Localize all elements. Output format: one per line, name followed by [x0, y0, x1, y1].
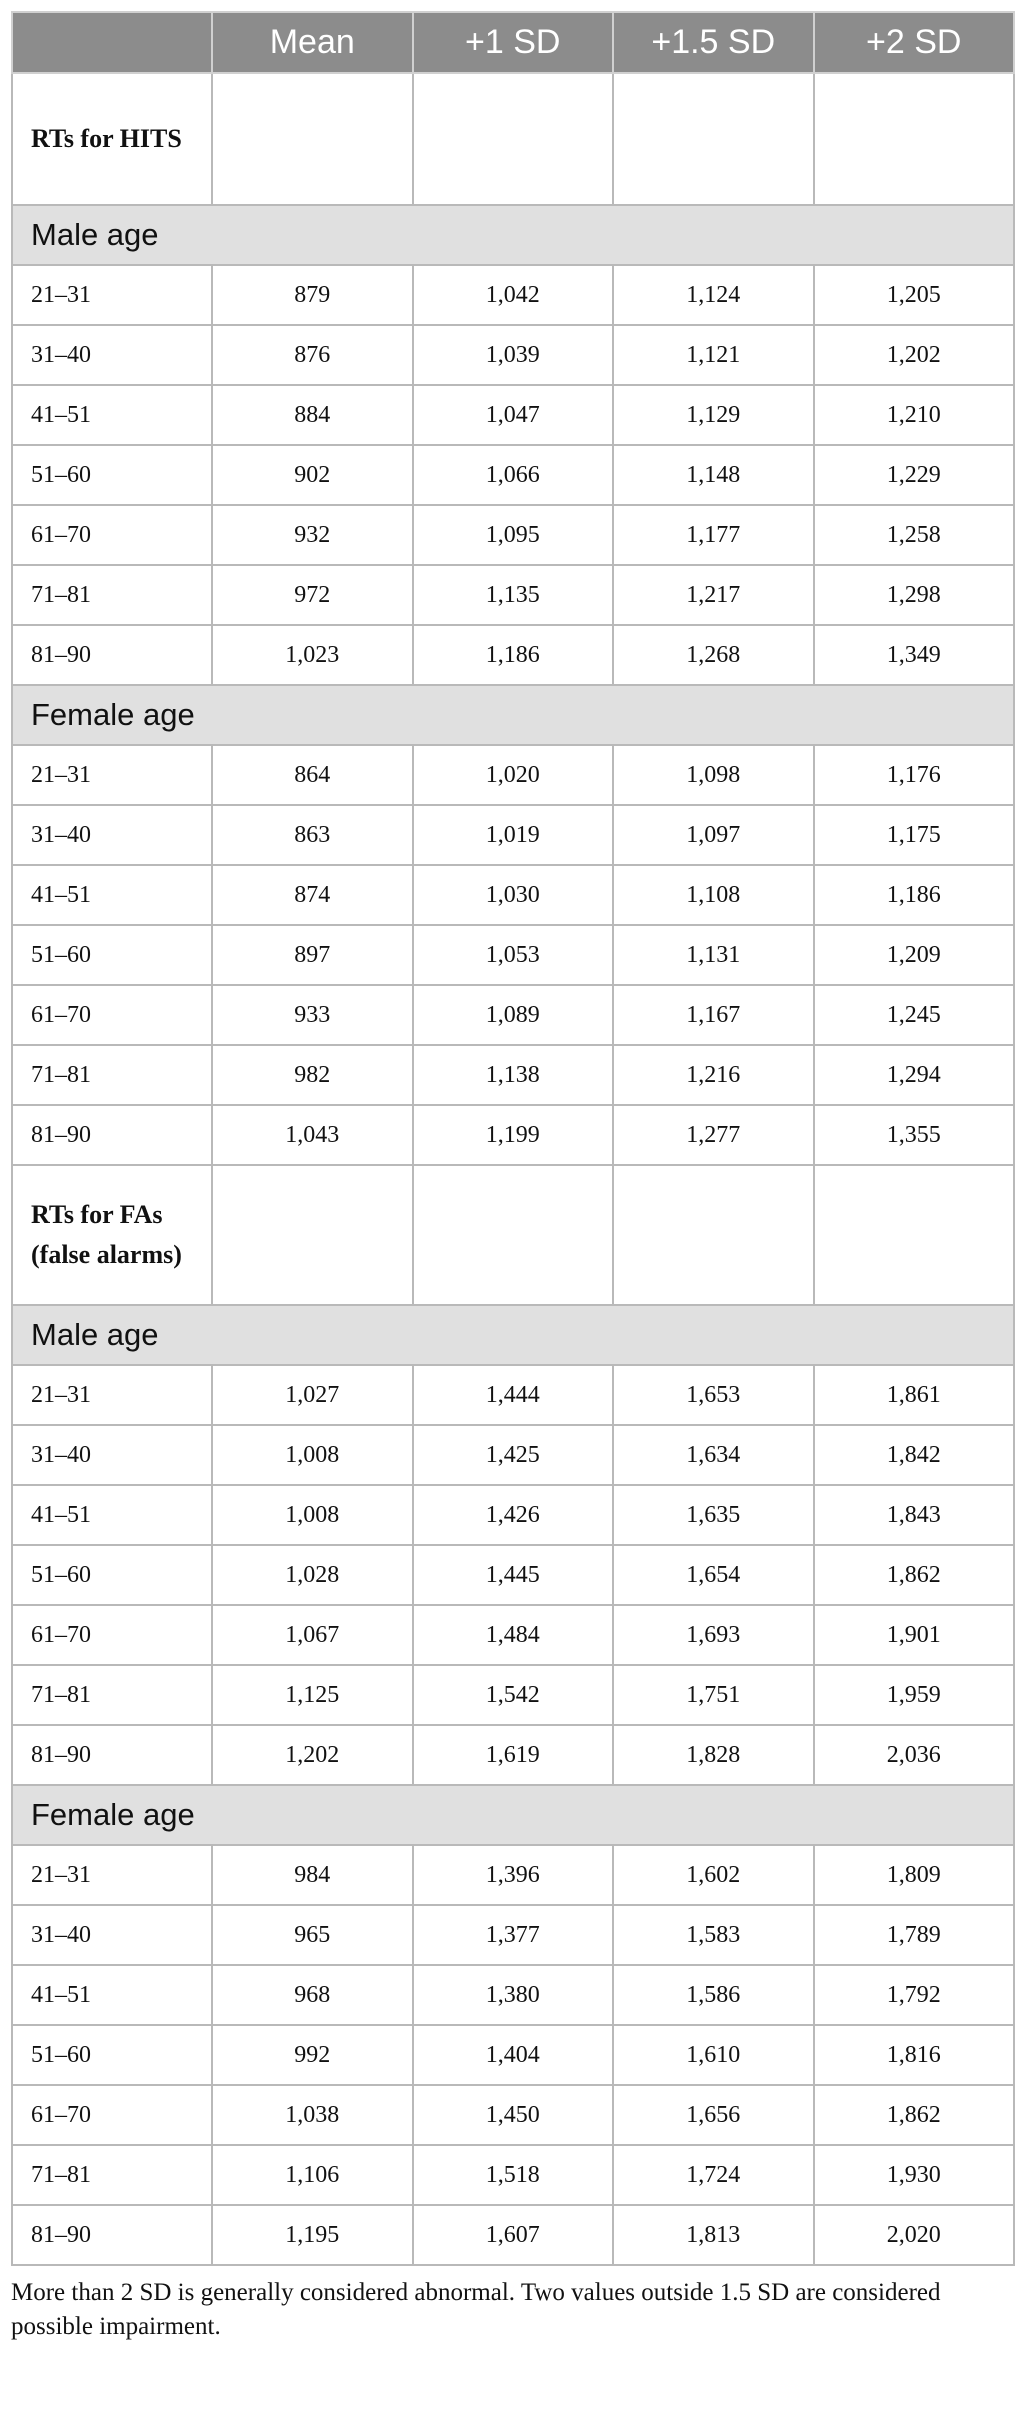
header-cell-mean: Mean — [212, 12, 413, 73]
value-cell: 1,095 — [413, 505, 614, 565]
value-cell: 1,038 — [212, 2085, 413, 2145]
value-cell: 1,426 — [413, 1485, 614, 1545]
section-row — [12, 1305, 1014, 1365]
age-range-cell: 31–40 — [12, 325, 212, 385]
value-cell: 1,619 — [413, 1725, 614, 1785]
section-label: Female age — [12, 1785, 1014, 1845]
age-range-cell: 61–70 — [12, 2085, 212, 2145]
table-header — [12, 12, 1014, 73]
value-cell: 1,518 — [413, 2145, 614, 2205]
age-range-cell: 51–60 — [12, 445, 212, 505]
value-cell: 984 — [212, 1845, 413, 1905]
value-cell: 1,067 — [212, 1605, 413, 1665]
table-row — [12, 1725, 1014, 1785]
value-cell: 1,177 — [613, 505, 814, 565]
age-range-cell: 21–31 — [12, 745, 212, 805]
value-cell: 1,404 — [413, 2025, 614, 2085]
empty-cell — [613, 73, 814, 205]
value-cell: 1,148 — [613, 445, 814, 505]
empty-cell — [814, 1165, 1015, 1305]
value-cell: 1,693 — [613, 1605, 814, 1665]
value-cell: 982 — [212, 1045, 413, 1105]
section-row — [12, 685, 1014, 745]
value-cell: 1,066 — [413, 445, 614, 505]
value-cell: 1,097 — [613, 805, 814, 865]
empty-cell — [814, 73, 1015, 205]
table-row — [12, 385, 1014, 445]
value-cell: 1,607 — [413, 2205, 614, 2265]
age-range-cell: 61–70 — [12, 985, 212, 1045]
table-row — [12, 985, 1014, 1045]
age-range-cell: 61–70 — [12, 1605, 212, 1665]
value-cell: 1,635 — [613, 1485, 814, 1545]
table-row — [12, 505, 1014, 565]
value-cell: 1,959 — [814, 1665, 1015, 1725]
value-cell: 2,036 — [814, 1725, 1015, 1785]
value-cell: 1,445 — [413, 1545, 614, 1605]
value-cell: 1,186 — [814, 865, 1015, 925]
data-table — [11, 11, 1015, 2266]
table-row — [12, 2025, 1014, 2085]
value-cell: 1,634 — [613, 1425, 814, 1485]
value-cell: 1,028 — [212, 1545, 413, 1605]
header-cell-1sd: +1 SD — [413, 12, 614, 73]
empty-cell — [413, 73, 614, 205]
value-cell: 1,380 — [413, 1965, 614, 2025]
table-footnote: More than 2 SD is generally considered abnormal. Two values outside 1.5 SD are considered possible impairment. — [11, 2279, 941, 2340]
value-cell: 863 — [212, 805, 413, 865]
age-range-cell: 21–31 — [12, 1845, 212, 1905]
age-range-cell: 21–31 — [12, 1365, 212, 1425]
value-cell: 1,098 — [613, 745, 814, 805]
value-cell: 1,542 — [413, 1665, 614, 1725]
header-cell-1-5sd: +1.5 SD — [613, 12, 814, 73]
section-label: Male age — [12, 1305, 1014, 1365]
value-cell: 1,020 — [413, 745, 614, 805]
value-cell: 1,425 — [413, 1425, 614, 1485]
header-cell-2sd: +2 SD — [814, 12, 1015, 73]
section-row — [12, 1785, 1014, 1845]
value-cell: 1,108 — [613, 865, 814, 925]
value-cell: 1,294 — [814, 1045, 1015, 1105]
value-cell: 1,205 — [814, 265, 1015, 325]
table-row — [12, 1965, 1014, 2025]
value-cell: 1,245 — [814, 985, 1015, 1045]
value-cell: 1,199 — [413, 1105, 614, 1165]
value-cell: 1,043 — [212, 1105, 413, 1165]
value-cell: 1,653 — [613, 1365, 814, 1425]
value-cell: 1,202 — [814, 325, 1015, 385]
table-row — [12, 2145, 1014, 2205]
header-row — [12, 12, 1014, 73]
value-cell: 1,210 — [814, 385, 1015, 445]
table-row — [12, 1105, 1014, 1165]
value-cell: 902 — [212, 445, 413, 505]
table-row — [12, 2085, 1014, 2145]
table-row — [12, 2205, 1014, 2265]
value-cell: 1,843 — [814, 1485, 1015, 1545]
value-cell: 1,901 — [814, 1605, 1015, 1665]
table-row — [12, 1365, 1014, 1425]
age-range-cell: 51–60 — [12, 1545, 212, 1605]
age-range-cell: 51–60 — [12, 2025, 212, 2085]
table-container — [11, 11, 1013, 2344]
value-cell: 1,586 — [613, 1965, 814, 2025]
age-range-cell: 81–90 — [12, 1725, 212, 1785]
age-range-cell: 61–70 — [12, 505, 212, 565]
value-cell: 1,610 — [613, 2025, 814, 2085]
value-cell: 1,861 — [814, 1365, 1015, 1425]
value-cell: 1,124 — [613, 265, 814, 325]
value-cell: 1,023 — [212, 625, 413, 685]
table-row — [12, 1605, 1014, 1665]
table-row — [12, 745, 1014, 805]
age-range-cell: 41–51 — [12, 865, 212, 925]
value-cell: 864 — [212, 745, 413, 805]
value-cell: 1,135 — [413, 565, 614, 625]
table-row — [12, 325, 1014, 385]
value-cell: 1,842 — [814, 1425, 1015, 1485]
table-row — [12, 565, 1014, 625]
age-range-cell: 31–40 — [12, 1425, 212, 1485]
age-range-cell: 71–81 — [12, 1045, 212, 1105]
age-range-cell: 41–51 — [12, 1485, 212, 1545]
value-cell: 1,039 — [413, 325, 614, 385]
header-cell-label — [12, 12, 212, 73]
value-cell: 876 — [212, 325, 413, 385]
value-cell: 1,258 — [814, 505, 1015, 565]
age-range-cell: 71–81 — [12, 565, 212, 625]
table-row — [12, 1845, 1014, 1905]
value-cell: 1,121 — [613, 325, 814, 385]
age-range-cell: 41–51 — [12, 385, 212, 445]
block-title-row — [12, 73, 1014, 205]
value-cell: 1,450 — [413, 2085, 614, 2145]
value-cell: 1,816 — [814, 2025, 1015, 2085]
value-cell: 1,654 — [613, 1545, 814, 1605]
value-cell: 1,656 — [613, 2085, 814, 2145]
value-cell: 1,138 — [413, 1045, 614, 1105]
value-cell: 968 — [212, 1965, 413, 2025]
table-row — [12, 1485, 1014, 1545]
value-cell: 1,131 — [613, 925, 814, 985]
section-label: Male age — [12, 205, 1014, 265]
age-range-cell: 81–90 — [12, 2205, 212, 2265]
value-cell: 1,792 — [814, 1965, 1015, 2025]
table-row — [12, 445, 1014, 505]
value-cell: 1,175 — [814, 805, 1015, 865]
value-cell: 1,202 — [212, 1725, 413, 1785]
value-cell: 1,053 — [413, 925, 614, 985]
value-cell: 897 — [212, 925, 413, 985]
age-range-cell: 21–31 — [12, 265, 212, 325]
value-cell: 1,229 — [814, 445, 1015, 505]
value-cell: 1,167 — [613, 985, 814, 1045]
value-cell: 1,030 — [413, 865, 614, 925]
value-cell: 874 — [212, 865, 413, 925]
age-range-cell: 51–60 — [12, 925, 212, 985]
table-row — [12, 1045, 1014, 1105]
value-cell: 884 — [212, 385, 413, 445]
value-cell: 1,349 — [814, 625, 1015, 685]
value-cell: 879 — [212, 265, 413, 325]
age-range-cell: 31–40 — [12, 1905, 212, 1965]
value-cell: 1,377 — [413, 1905, 614, 1965]
value-cell: 1,209 — [814, 925, 1015, 985]
value-cell: 1,396 — [413, 1845, 614, 1905]
value-cell: 2,020 — [814, 2205, 1015, 2265]
value-cell: 932 — [212, 505, 413, 565]
value-cell: 1,008 — [212, 1485, 413, 1545]
value-cell: 965 — [212, 1905, 413, 1965]
table-body — [12, 73, 1014, 2265]
value-cell: 992 — [212, 2025, 413, 2085]
table-row — [12, 1545, 1014, 1605]
table-row — [12, 865, 1014, 925]
value-cell: 1,125 — [212, 1665, 413, 1725]
value-cell: 1,602 — [613, 1845, 814, 1905]
table-row — [12, 925, 1014, 985]
value-cell: 1,047 — [413, 385, 614, 445]
value-cell: 1,216 — [613, 1045, 814, 1105]
age-range-cell: 81–90 — [12, 625, 212, 685]
table-row — [12, 805, 1014, 865]
table-row — [12, 1905, 1014, 1965]
block-title: RTs for HITS — [12, 73, 212, 205]
value-cell: 1,186 — [413, 625, 614, 685]
empty-cell — [212, 73, 413, 205]
value-cell: 1,724 — [613, 2145, 814, 2205]
age-range-cell: 71–81 — [12, 2145, 212, 2205]
value-cell: 1,930 — [814, 2145, 1015, 2205]
age-range-cell: 81–90 — [12, 1105, 212, 1165]
empty-cell — [613, 1165, 814, 1305]
value-cell: 1,129 — [613, 385, 814, 445]
section-label: Female age — [12, 685, 1014, 745]
empty-cell — [212, 1165, 413, 1305]
block-title: RTs for FAs (false alarms) — [12, 1165, 212, 1305]
table-row — [12, 265, 1014, 325]
value-cell: 933 — [212, 985, 413, 1045]
value-cell: 1,217 — [613, 565, 814, 625]
age-range-cell: 31–40 — [12, 805, 212, 865]
block-title-row — [12, 1165, 1014, 1305]
value-cell: 1,789 — [814, 1905, 1015, 1965]
value-cell: 1,268 — [613, 625, 814, 685]
value-cell: 1,809 — [814, 1845, 1015, 1905]
value-cell: 1,089 — [413, 985, 614, 1045]
value-cell: 1,195 — [212, 2205, 413, 2265]
value-cell: 1,484 — [413, 1605, 614, 1665]
value-cell: 1,355 — [814, 1105, 1015, 1165]
value-cell: 1,583 — [613, 1905, 814, 1965]
age-range-cell: 71–81 — [12, 1665, 212, 1725]
value-cell: 1,042 — [413, 265, 614, 325]
section-row — [12, 205, 1014, 265]
value-cell: 1,176 — [814, 745, 1015, 805]
value-cell: 1,862 — [814, 1545, 1015, 1605]
value-cell: 1,751 — [613, 1665, 814, 1725]
empty-cell — [413, 1165, 614, 1305]
value-cell: 1,298 — [814, 565, 1015, 625]
table-row — [12, 625, 1014, 685]
value-cell: 1,444 — [413, 1365, 614, 1425]
value-cell: 1,106 — [212, 2145, 413, 2205]
value-cell: 1,008 — [212, 1425, 413, 1485]
age-range-cell: 41–51 — [12, 1965, 212, 2025]
table-row — [12, 1425, 1014, 1485]
value-cell: 972 — [212, 565, 413, 625]
value-cell: 1,813 — [613, 2205, 814, 2265]
value-cell: 1,862 — [814, 2085, 1015, 2145]
value-cell: 1,277 — [613, 1105, 814, 1165]
table-row — [12, 1665, 1014, 1725]
value-cell: 1,019 — [413, 805, 614, 865]
value-cell: 1,828 — [613, 1725, 814, 1785]
value-cell: 1,027 — [212, 1365, 413, 1425]
